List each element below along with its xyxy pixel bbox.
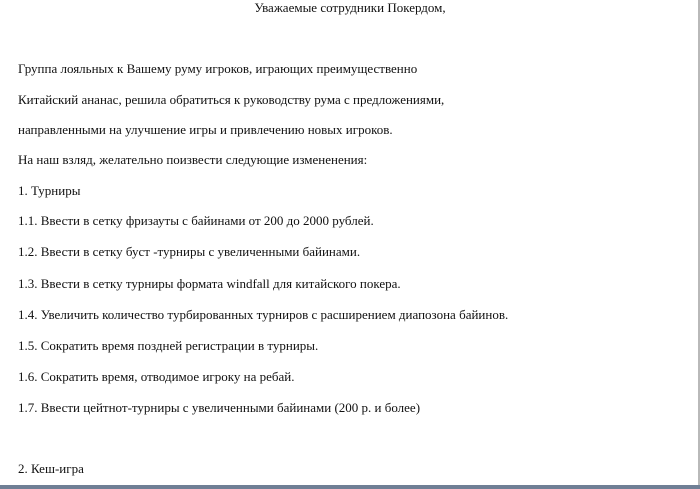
window-bottom-border xyxy=(0,485,700,489)
section-1-item-3: 1.3. Ввести в сетку турниры формата windfall для китайского покера. xyxy=(18,276,401,291)
section-1-heading: 1. Турниры xyxy=(18,183,81,198)
intro-line-2: Китайский ананас, решила обратиться к руководству рума с предложениями, xyxy=(18,92,445,107)
section-1-item-6: 1.6. Сократить время, отводимое игроку на ребай. xyxy=(18,369,295,384)
section-1-item-4: 1.4. Увеличить количество турбированных турниров с расширением диапозона байинов. xyxy=(18,307,509,322)
section-1-item-2: 1.2. Ввести в сетку буст -турниры с увеличенными байинами. xyxy=(18,244,361,259)
section-1-item-1: 1.1. Ввести в сетку фризауты с байинами от 200 до 2000 рублей. xyxy=(18,213,374,228)
section-1-item-5: 1.5. Сократить время поздней регистрации в турниры. xyxy=(18,338,319,353)
letter-salutation: Уважаемые сотрудники Покердом, xyxy=(254,0,446,15)
intro-line-1: Группа лояльных к Вашему руму игроков, играющих преимущественно xyxy=(18,61,418,76)
intro-line-4: На наш взляд, желательно поизвести следующие измененения: xyxy=(18,152,368,167)
section-1-item-7: 1.7. Ввести цейтнот-турниры с увеличенными байинами (200 р. и более) xyxy=(18,400,421,415)
intro-line-3: направленными на улучшение игры и привлечению новых игроков. xyxy=(18,122,393,137)
section-2-heading: 2. Кеш-игра xyxy=(18,461,84,476)
